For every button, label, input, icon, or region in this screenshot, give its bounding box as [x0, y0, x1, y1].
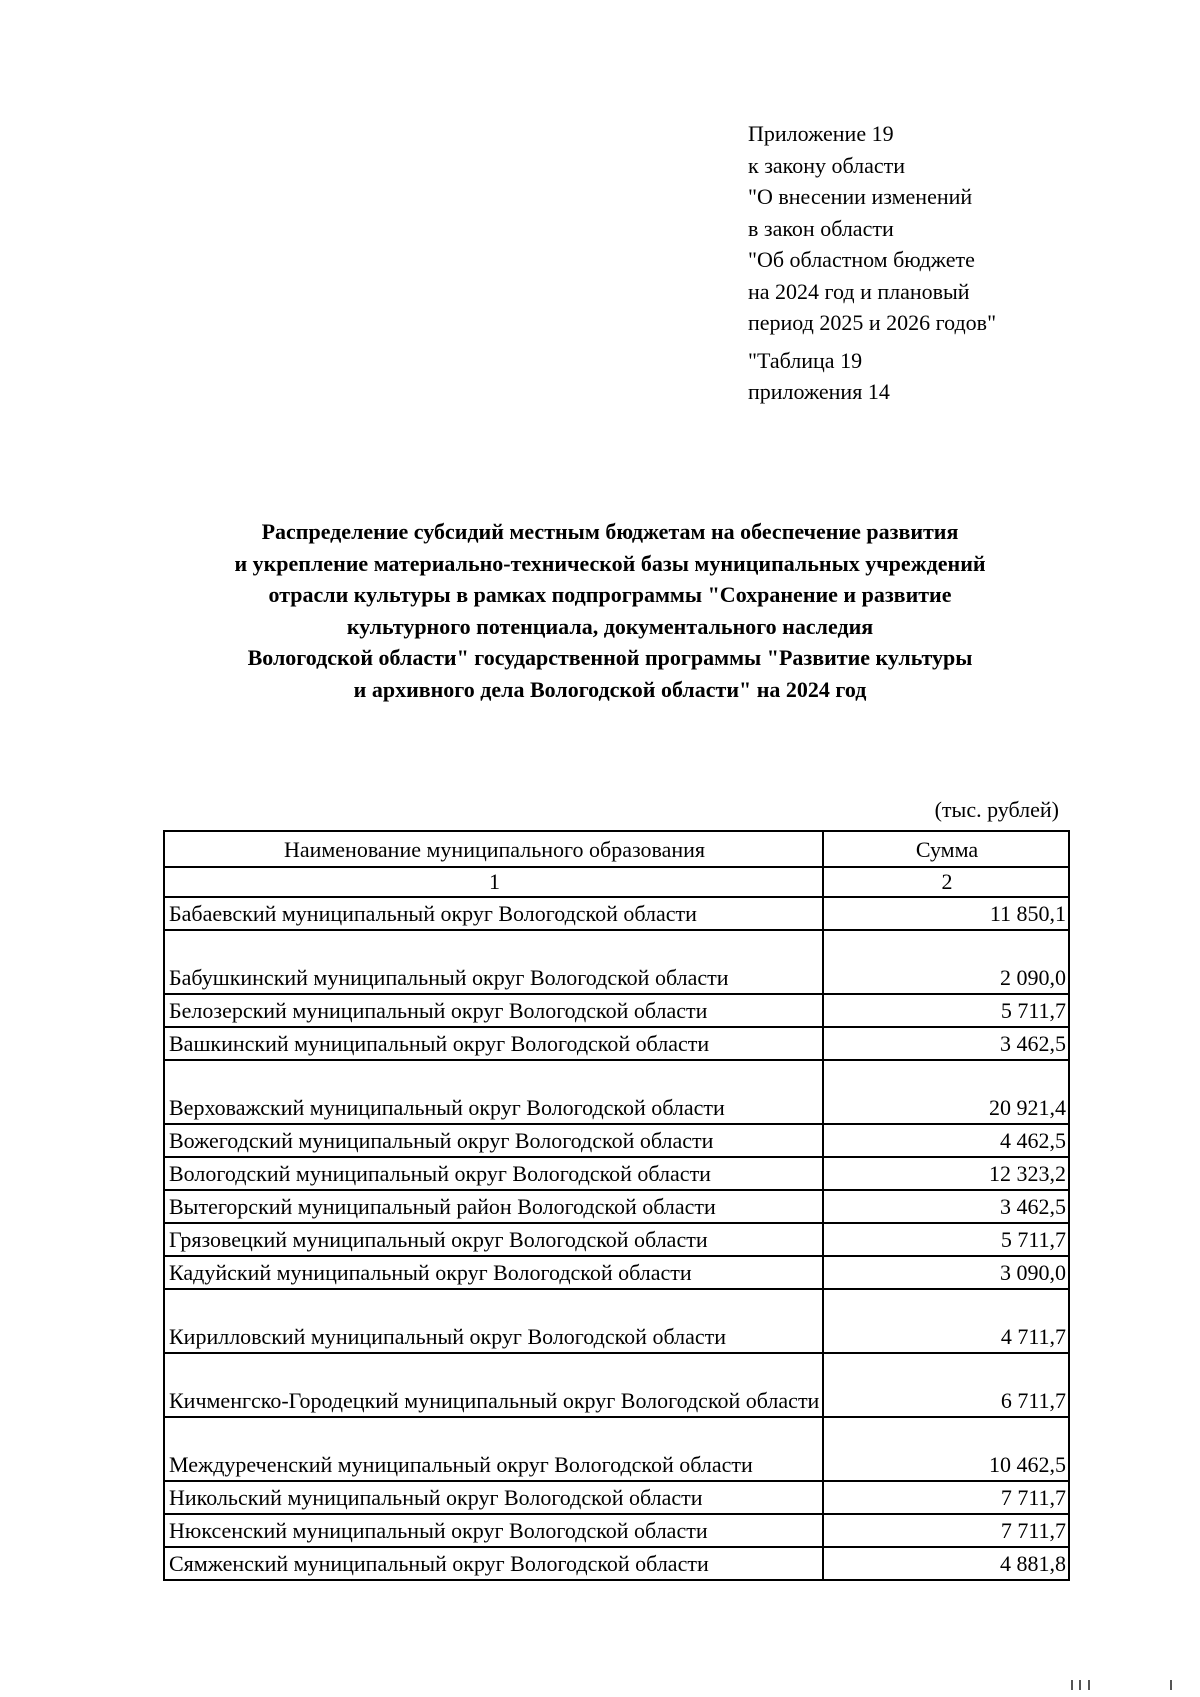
scan-artifact — [1079, 1680, 1081, 1690]
appendix-header — [748, 118, 996, 408]
column-number-cell: 2 — [823, 867, 1069, 897]
subsidy-sum-cell: 6 711,7 — [823, 1353, 1069, 1417]
title-line: Вологодской области" государственной программы "Развитие культуры — [247, 645, 973, 670]
subsidy-sum-cell: 11 850,1 — [823, 897, 1069, 930]
municipality-name-cell: Кадуйский муниципальный округ Вологодской области — [164, 1256, 823, 1289]
title-line: и укрепление материально-технической базы муниципальных учреждений — [234, 550, 986, 576]
municipality-name-cell: Кичменгско-Городецкий муниципальный округ Вологодской области — [164, 1353, 823, 1417]
municipality-name-cell: Бабаевский муниципальный округ Вологодской области — [164, 897, 823, 930]
table-row — [164, 1190, 1069, 1223]
scan-artifact — [1071, 1680, 1073, 1690]
header-line: "О внесении изменений — [748, 184, 973, 209]
table-header-row — [164, 831, 1069, 867]
subsidy-table — [163, 830, 1070, 1581]
table-row — [164, 1223, 1069, 1256]
scan-artifact — [1170, 1680, 1172, 1690]
header-name-cell: Наименование муниципального образования — [164, 831, 823, 867]
table-row — [164, 1256, 1069, 1289]
subsidy-sum-cell: 2 090,0 — [823, 930, 1069, 994]
table-reference-line: приложения 14 — [748, 379, 890, 404]
subsidy-sum-cell: 5 711,7 — [823, 994, 1069, 1027]
subsidy-sum-cell: 4 711,7 — [823, 1289, 1069, 1353]
municipality-name-cell: Вашкинский муниципальный округ Вологодской области — [164, 1027, 823, 1060]
municipality-name-cell: Никольский муниципальный округ Вологодской области — [164, 1481, 823, 1514]
municipality-name-cell: Кирилловский муниципальный округ Вологодской области — [164, 1289, 823, 1353]
municipality-name-cell: Верховажский муниципальный округ Вологодской области — [164, 1060, 823, 1124]
subsidy-sum-cell: 3 462,5 — [823, 1027, 1069, 1060]
table-row — [164, 930, 1069, 994]
document-title — [120, 516, 1100, 705]
table-row — [164, 1027, 1069, 1060]
table-row — [164, 1157, 1069, 1190]
subsidy-sum-cell: 5 711,7 — [823, 1223, 1069, 1256]
subsidy-sum-cell: 7 711,7 — [823, 1481, 1069, 1514]
unit-label: (тыс. рублей) — [934, 797, 1059, 822]
title-line: отрасли культуры в рамках подпрограммы "Сохранение и развитие — [268, 582, 952, 607]
municipality-name-cell: Вожегодский муниципальный округ Вологодской области — [164, 1124, 823, 1157]
header-line: период 2025 и 2026 годов" — [748, 310, 997, 335]
header-line: в закон области — [748, 215, 894, 241]
subsidy-sum-cell: 20 921,4 — [823, 1060, 1069, 1124]
table-row — [164, 994, 1069, 1027]
scan-artifact — [1088, 1680, 1090, 1690]
municipality-name-cell: Вологодский муниципальный округ Вологодской области — [164, 1157, 823, 1190]
table-row — [164, 897, 1069, 930]
table-row — [164, 1289, 1069, 1353]
municipality-name-cell: Белозерский муниципальный округ Вологодской области — [164, 994, 823, 1027]
municipality-name-cell: Междуреченский муниципальный округ Вологодской области — [164, 1417, 823, 1481]
table-row — [164, 1060, 1069, 1124]
table-row — [164, 1547, 1069, 1580]
column-number-cell: 1 — [164, 867, 823, 897]
table-row — [164, 1514, 1069, 1547]
subsidy-sum-cell: 3 462,5 — [823, 1190, 1069, 1223]
municipality-name-cell: Грязовецкий муниципальный округ Вологодской области — [164, 1223, 823, 1256]
header-line: к закону области — [748, 152, 906, 178]
municipality-name-cell: Нюксенский муниципальный округ Вологодской области — [164, 1514, 823, 1547]
municipality-name-cell: Бабушкинский муниципальный округ Вологодской области — [164, 930, 823, 994]
subsidy-sum-cell: 12 323,2 — [823, 1157, 1069, 1190]
header-line: на 2024 год и плановый — [748, 278, 970, 304]
title-line: и архивного дела Вологодской области" на 2024 год — [353, 676, 867, 702]
subsidy-sum-cell: 4 881,8 — [823, 1547, 1069, 1580]
column-number-row — [164, 867, 1069, 897]
table-row — [164, 1417, 1069, 1481]
subsidy-sum-cell: 10 462,5 — [823, 1417, 1069, 1481]
table-row — [164, 1481, 1069, 1514]
table-reference-line: "Таблица 19 — [748, 347, 863, 373]
header-line: Приложение 19 — [748, 121, 894, 146]
table-body — [164, 897, 1069, 1580]
table-row — [164, 1124, 1069, 1157]
municipality-name-cell: Вытегорский муниципальный район Вологодской области — [164, 1190, 823, 1223]
title-line: культурного потенциала, документального наследия — [346, 613, 874, 639]
title-line: Распределение субсидий местным бюджетам на обеспечение развития — [261, 519, 959, 544]
header-sum-cell: Сумма — [823, 831, 1069, 867]
header-line: "Об областном бюджете — [748, 247, 975, 272]
municipality-name-cell: Сямженский муниципальный округ Вологодской области — [164, 1547, 823, 1580]
subsidy-sum-cell: 7 711,7 — [823, 1514, 1069, 1547]
subsidy-sum-cell: 3 090,0 — [823, 1256, 1069, 1289]
subsidy-sum-cell: 4 462,5 — [823, 1124, 1069, 1157]
table-row — [164, 1353, 1069, 1417]
